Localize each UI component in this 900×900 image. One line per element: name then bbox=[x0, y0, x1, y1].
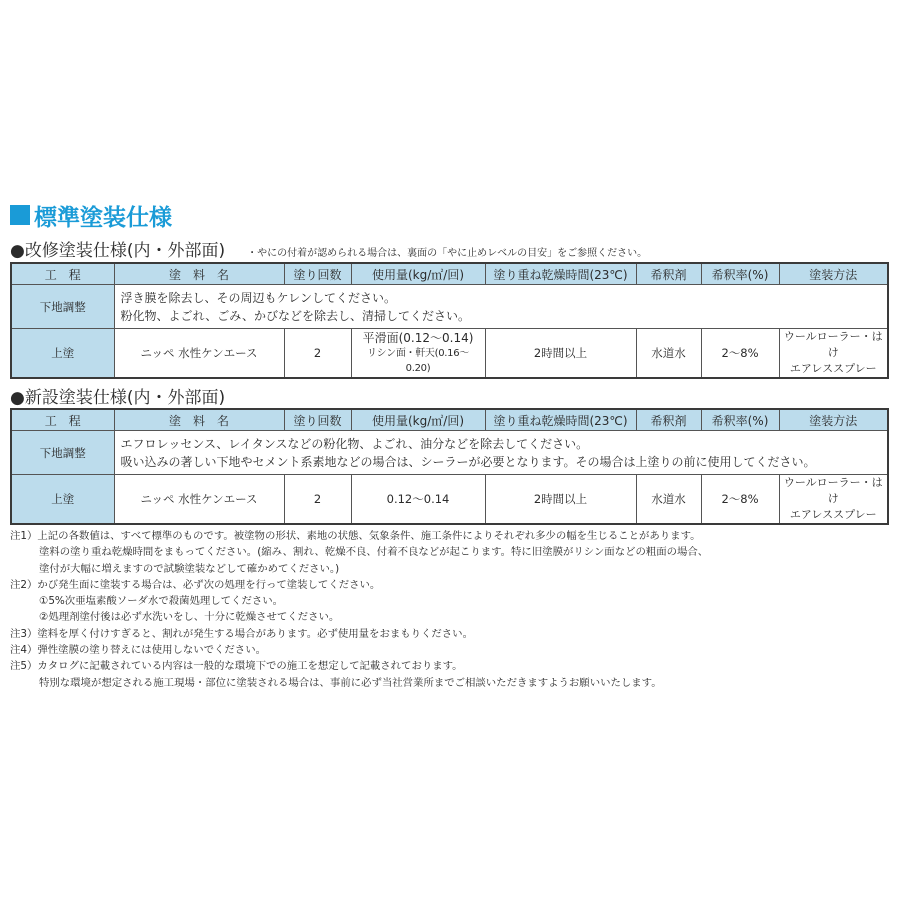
thinner-cell: 水道水 bbox=[636, 329, 701, 379]
prep-line: 吸い込みの著しい下地やセメント系素地などの場合は、シーラーが必要となります。その場合は上塗りの前に使用してください。 bbox=[120, 454, 816, 469]
prep-line: 浮き膜を除去し、その周辺もケレンしてください。 bbox=[120, 290, 396, 305]
method-line: ウールローラー・はけ bbox=[783, 330, 883, 359]
table-row-prep bbox=[11, 431, 888, 475]
col-header-dilution: 希釈率(%) bbox=[701, 263, 779, 285]
col-header-dry-time: 塗り重ね乾燥時間(23℃) bbox=[485, 409, 636, 431]
coats-cell: 2 bbox=[284, 329, 351, 379]
table-header-row bbox=[11, 409, 888, 431]
process-cell: 下地調整 bbox=[11, 285, 114, 329]
paint-cell: ニッペ 水性ケンエース bbox=[114, 475, 284, 525]
dilution-cell: 2〜8% bbox=[701, 475, 779, 525]
table-row-prep bbox=[11, 285, 888, 329]
note-5-cont: 特別な環境が想定される施工現場・部位に塗装される場合は、事前に必ず当社営業所までご相談いただきますようお願いいたします。 bbox=[39, 676, 662, 689]
coats-cell: 2 bbox=[284, 475, 351, 525]
note-3: 注3）塗料を厚く付けすぎると、割れが発生する場合があります。必ず使用量をおまもりください。 bbox=[10, 627, 473, 640]
new-construction-spec-table bbox=[10, 408, 889, 525]
table-row-topcoat bbox=[11, 329, 888, 379]
square-bullet-icon bbox=[10, 205, 30, 225]
col-header-paint: 塗 料 名 bbox=[114, 263, 284, 285]
col-header-process: 工 程 bbox=[11, 409, 114, 431]
col-header-process: 工 程 bbox=[11, 263, 114, 285]
col-header-paint: 塗 料 名 bbox=[114, 409, 284, 431]
prep-instructions bbox=[114, 285, 888, 329]
note-4: 注4）弾性塗膜の塗り替えには使用しないでください。 bbox=[10, 644, 266, 657]
method-cell bbox=[779, 329, 888, 379]
thinner-cell: 水道水 bbox=[636, 475, 701, 525]
col-header-method: 塗装方法 bbox=[779, 409, 888, 431]
new-construction-title-text: ●新設塗装仕様(内・外部面) bbox=[10, 388, 226, 408]
col-header-usage: 使用量(kg/㎡/回) bbox=[351, 409, 485, 431]
col-header-method: 塗装方法 bbox=[779, 263, 888, 285]
usage-cell bbox=[351, 329, 485, 379]
usage-smooth: 平滑面(0.12〜0.14) bbox=[362, 330, 474, 345]
method-cell bbox=[779, 475, 888, 525]
note-2-step-2: ②処理剤塗付後は必ず水洗いをし、十分に乾燥させてください。 bbox=[39, 611, 340, 624]
main-title-text: 標準塗装仕様 bbox=[34, 204, 172, 231]
method-line: エアレススプレー bbox=[789, 508, 877, 521]
table-header-row bbox=[11, 263, 888, 285]
col-header-dilution: 希釈率(%) bbox=[701, 409, 779, 431]
col-header-coats: 塗り回数 bbox=[284, 263, 351, 285]
renovation-title-text: ●改修塗装仕様(内・外部面) bbox=[10, 241, 226, 261]
prep-line: エフロレッセンス、レイタンスなどの粉化物、よごれ、油分などを除去してください。 bbox=[120, 436, 589, 451]
dilution-cell: 2〜8% bbox=[701, 329, 779, 379]
process-cell: 下地調整 bbox=[11, 431, 114, 475]
process-cell: 上塗 bbox=[11, 329, 114, 379]
dry-time-cell: 2時間以上 bbox=[485, 475, 636, 525]
dry-time-cell: 2時間以上 bbox=[485, 329, 636, 379]
method-line: ウールローラー・はけ bbox=[783, 476, 883, 505]
renovation-section-title bbox=[10, 236, 648, 261]
note-2-step-1: ①5%次亜塩素酸ソーダ水で殺菌処理してください。 bbox=[39, 595, 283, 608]
renovation-resin-note: ・やにの付着が認められる場合は、裏面の「やに止めレベルの目安」をご参照ください。 bbox=[247, 248, 648, 259]
note-5: 注5）カタログに記載されている内容は一般的な環境下での施工を想定して記載されております。 bbox=[10, 660, 463, 673]
col-header-usage: 使用量(kg/㎡/回) bbox=[351, 263, 485, 285]
prep-line: 粉化物、よごれ、ごみ、かびなどを除去し、清掃してください。 bbox=[120, 308, 470, 323]
table-row-topcoat bbox=[11, 475, 888, 525]
col-header-dry-time: 塗り重ね乾燥時間(23℃) bbox=[485, 263, 636, 285]
usage-textured: リシン面・軒天(0.16〜0.20) bbox=[366, 347, 470, 374]
paint-cell: ニッペ 水性ケンエース bbox=[114, 329, 284, 379]
method-line: エアレススプレー bbox=[789, 362, 877, 375]
note-1-cont: 塗付が大幅に増えますので試験塗装などして確かめてください。) bbox=[39, 562, 340, 575]
notes-section bbox=[10, 528, 890, 691]
col-header-coats: 塗り回数 bbox=[284, 409, 351, 431]
col-header-thinner: 希釈剤 bbox=[636, 263, 701, 285]
renovation-spec-table bbox=[10, 262, 889, 379]
note-1: 注1）上記の各数値は、すべて標準のものです。被塗物の形状、素地の状態、気象条件、施工条件によりそれぞれ多少の幅を生じることがあります。 bbox=[10, 530, 701, 542]
usage-cell: 0.12〜0.14 bbox=[351, 475, 485, 525]
col-header-thinner: 希釈剤 bbox=[636, 409, 701, 431]
process-cell: 上塗 bbox=[11, 475, 114, 525]
note-2: 注2）かび発生面に塗装する場合は、必ず次の処理を行って塗装してください。 bbox=[10, 578, 381, 591]
main-title bbox=[10, 200, 172, 230]
note-1-cont: 塗料の塗り重ね乾燥時間をまもってください。(縮み、割れ、乾燥不良、付着不良などが起こります。特に旧塗膜がリシン面などの粗面の場合、 bbox=[39, 546, 709, 559]
new-construction-section-title bbox=[10, 383, 226, 408]
prep-instructions bbox=[114, 431, 888, 475]
